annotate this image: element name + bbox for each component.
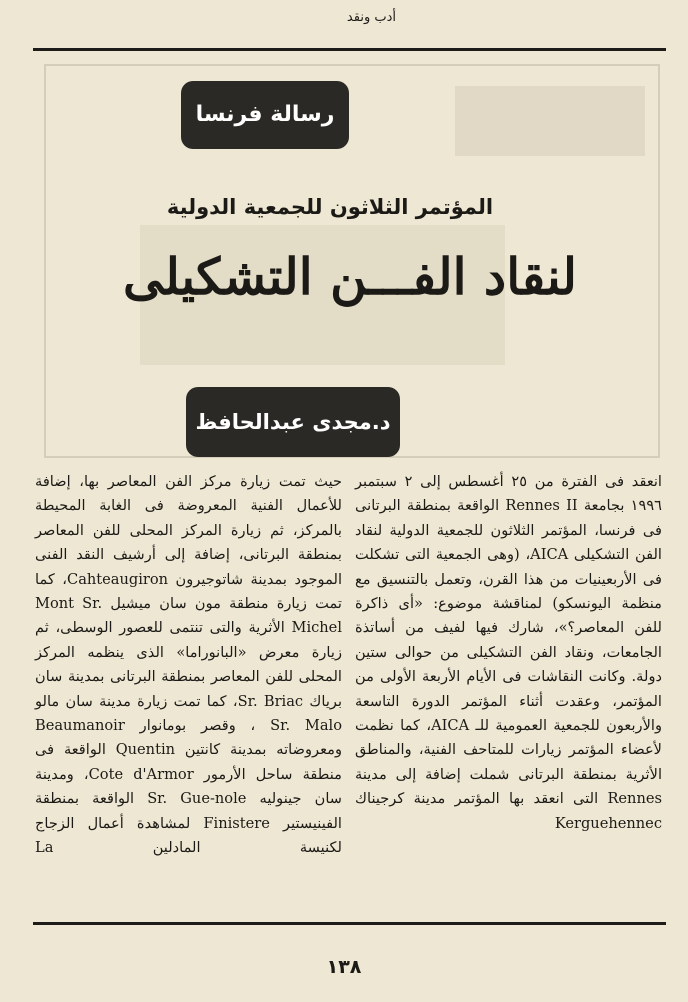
running-head: أدب ونقد <box>346 10 396 25</box>
article-title: لنقاد الفـــن التشكيلى <box>122 247 578 306</box>
bottom-rule <box>33 922 666 925</box>
page-number: ١٣٨ <box>326 956 362 978</box>
column-right-text: انعقد فى الفترة من ٢٥ أغسطس إلى ٢ سبتمبر ١٩٩٦ بجامعة Rennes II الواقعة بمنطقة البرتانى فى فرنسا، المؤتمر الثلاثون للجمعية الدولية لنقاد الفن التشكيلى AICA، (وهى الجمعية التى تشكلت فى الأربعينيات من هذا القرن، وتعمل بالتنسيق مع منظمة اليونسكو) لمناقشة موضوع: «أى ذاكرة للفن المعاصر؟»، شارك فيها لفيف من أساتذة الجامعات، ونقاد الفن التشكيلى من حوالى ستين دولة. وكانت النقاشات فى الأيام الأربعة الأولى من المؤتمر، وعقدت أثناء المؤتمر الدورة التاسعة والأربعون للجمعية العمومية للـ AICA، كما نظمت لأعضاء المؤتمر زيارات للمتاحف الفنية، والمناطق الأثرية بمنطقة البرتانى شملت إضافة إلى مدينة Rennes التى انعقد بها المؤتمر مدينة كرجيناك Kerguehennec <box>355 473 663 832</box>
author-label: د.مجدى عبدالحافظ <box>186 387 400 457</box>
article-subtitle: المؤتمر الثلاثون للجمعية الدولية <box>166 195 494 219</box>
column-left-text: حيث تمت زيارة مركز الفن المعاصر بها، إضافة للأعمال الفنية المعروضة فى الغابة المحيطة بالمركز، ثم زيارة المركز المحلى للفن المعاصر بمنطقة البرتانى، إضافة إلى أرشيف النقد الفنى الموجود بمدينة شاتوجيرون Cahteaugiron، كما تمت زيارة منطقة مون سان ميشيل Mont Sr. Michel الأثرية والتى تنتمى للعصور الوسطى، ثم زيارة معرض «البانوراما» الذى ينظمه المركز المحلى للفن المعاصر بمنطقة البرتانى بمدينة سان برياك Sr. Briac، كما تمت زيارة مدينة سان مالو Sr. Malo ، وقصر بومانوار Beaumanoir ومعروضاته بمدينة كانتين Quentin الواقعة فى منطقة ساحل الأرمور Cote d'Armor، ومدينة سان جينوليه Sr. Gue-nole الواقعة بمنطقة الفينيستير Finistere لمشاهدة أعمال الزجاج لكنيسة المادلين La <box>35 473 343 857</box>
section-label: رسالة فرنسا <box>181 81 349 149</box>
top-rule <box>33 48 666 51</box>
faint-background-banner <box>455 86 645 156</box>
article-column-left <box>35 470 342 861</box>
article-column-right <box>355 470 662 836</box>
